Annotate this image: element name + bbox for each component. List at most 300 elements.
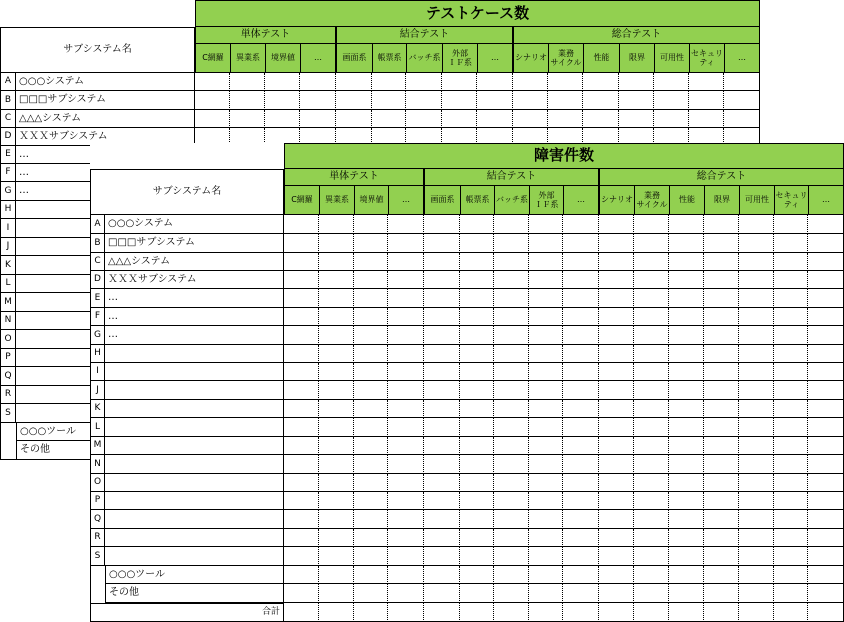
row-letter: J <box>0 238 16 256</box>
value-cell <box>354 584 388 603</box>
value-cell <box>319 271 354 289</box>
row-letter: B <box>90 234 105 253</box>
subsystem-name <box>105 529 284 547</box>
value-cell <box>460 363 494 381</box>
total-value-cell <box>284 603 319 622</box>
value-cell <box>494 492 529 510</box>
row-letter: K <box>90 400 105 418</box>
value-cell <box>195 73 230 91</box>
value-cell <box>460 234 494 253</box>
row-letter: H <box>0 201 16 219</box>
value-cell <box>460 289 494 308</box>
subsystem-name <box>105 455 284 474</box>
value-cell <box>774 363 808 381</box>
row-letter: D <box>90 271 105 289</box>
value-cell <box>336 73 372 91</box>
value-cell <box>599 492 634 510</box>
value-cell <box>739 215 774 234</box>
value-cell <box>654 110 689 128</box>
value-cell <box>354 308 388 326</box>
value-cell <box>284 584 319 603</box>
value-cell <box>808 584 844 603</box>
value-cell <box>599 455 634 474</box>
value-cell <box>284 566 319 584</box>
value-cell <box>284 253 319 271</box>
value-cell <box>599 234 634 253</box>
value-cell <box>808 234 844 253</box>
row-letter: R <box>0 386 16 404</box>
column-header: 限界 <box>619 44 654 73</box>
value-cell <box>529 363 563 381</box>
value-cell <box>808 326 844 345</box>
value-cell <box>599 437 634 455</box>
value-cell <box>494 363 529 381</box>
value-cell <box>424 584 460 603</box>
value-cell <box>388 474 424 492</box>
value-cell <box>494 308 529 326</box>
value-cell <box>460 381 494 400</box>
value-cell <box>424 363 460 381</box>
value-cell <box>529 271 563 289</box>
value-cell <box>808 437 844 455</box>
value-cell <box>704 510 739 529</box>
row-letter: E <box>0 146 16 164</box>
value-cell <box>599 566 634 584</box>
column-header: C網羅 <box>284 186 319 215</box>
value-cell <box>634 289 669 308</box>
value-cell <box>634 234 669 253</box>
total-value-cell <box>388 603 424 622</box>
value-cell <box>739 326 774 345</box>
value-cell <box>599 215 634 234</box>
row-letter: S <box>90 547 105 566</box>
value-cell <box>654 91 689 110</box>
value-cell <box>460 529 494 547</box>
group-header-1: 単体テスト <box>284 169 424 186</box>
value-cell <box>739 289 774 308</box>
value-cell <box>529 510 563 529</box>
subsystem-name <box>105 474 284 492</box>
value-cell <box>724 110 760 128</box>
value-cell <box>774 253 808 271</box>
value-cell <box>354 381 388 400</box>
value-cell <box>460 308 494 326</box>
value-cell <box>319 234 354 253</box>
subsystem-name: … <box>105 308 284 326</box>
column-header: 可用性 <box>739 186 774 215</box>
value-cell <box>513 91 548 110</box>
value-cell <box>319 363 354 381</box>
value-cell <box>669 234 704 253</box>
total-value-cell <box>599 603 634 622</box>
group-header-2: 結合テスト <box>336 27 513 44</box>
total-value-cell <box>634 603 669 622</box>
value-cell <box>494 215 529 234</box>
value-cell <box>354 566 388 584</box>
value-cell <box>494 326 529 345</box>
total-value-cell <box>774 603 808 622</box>
row-letter: I <box>90 363 105 381</box>
value-cell <box>529 345 563 363</box>
value-cell <box>774 289 808 308</box>
value-cell <box>230 110 265 128</box>
value-cell <box>372 73 406 91</box>
column-header: シナリオ <box>599 186 634 215</box>
value-cell <box>319 474 354 492</box>
value-cell <box>460 345 494 363</box>
value-cell <box>669 215 704 234</box>
value-cell <box>669 418 704 437</box>
value-cell <box>424 510 460 529</box>
value-cell <box>354 345 388 363</box>
value-cell <box>619 110 654 128</box>
subsystem-name: ○○○システム <box>105 215 284 234</box>
value-cell <box>548 91 583 110</box>
value-cell <box>669 271 704 289</box>
value-cell <box>599 418 634 437</box>
value-cell <box>563 253 599 271</box>
column-header: 帳票系 <box>372 44 406 73</box>
value-cell <box>808 345 844 363</box>
value-cell <box>704 326 739 345</box>
value-cell <box>774 215 808 234</box>
column-header: 境界値 <box>265 44 300 73</box>
value-cell <box>424 253 460 271</box>
value-cell <box>704 215 739 234</box>
value-cell <box>774 529 808 547</box>
subsystem-name <box>105 363 284 381</box>
value-cell <box>460 215 494 234</box>
column-header: … <box>563 186 599 215</box>
value-cell <box>808 418 844 437</box>
value-cell <box>634 363 669 381</box>
row-letter: L <box>90 418 105 437</box>
value-cell <box>319 308 354 326</box>
value-cell <box>669 455 704 474</box>
row-letter: R <box>90 529 105 547</box>
value-cell <box>774 510 808 529</box>
value-cell <box>563 363 599 381</box>
value-cell <box>774 455 808 474</box>
value-cell <box>583 110 619 128</box>
value-cell <box>388 455 424 474</box>
row-letter: C <box>0 110 16 128</box>
value-cell <box>195 110 230 128</box>
row-letter-blank <box>0 441 16 460</box>
subsystem-name: ＸＸＸサブシステム <box>105 271 284 289</box>
value-cell <box>388 271 424 289</box>
subsystem-name: その他 <box>105 584 284 603</box>
group-header-1: 単体テスト <box>195 27 336 44</box>
value-cell <box>319 400 354 418</box>
value-cell <box>739 234 774 253</box>
value-cell <box>774 271 808 289</box>
value-cell <box>336 110 372 128</box>
value-cell <box>704 584 739 603</box>
row-letter: N <box>90 455 105 474</box>
subsystem-name: … <box>105 326 284 345</box>
value-cell <box>424 418 460 437</box>
value-cell <box>739 547 774 566</box>
value-cell <box>513 110 548 128</box>
value-cell <box>494 437 529 455</box>
value-cell <box>739 529 774 547</box>
value-cell <box>669 289 704 308</box>
value-cell <box>774 345 808 363</box>
value-cell <box>548 73 583 91</box>
value-cell <box>354 271 388 289</box>
value-cell <box>354 326 388 345</box>
total-value-cell <box>529 603 563 622</box>
value-cell <box>354 289 388 308</box>
value-cell <box>529 326 563 345</box>
value-cell <box>739 566 774 584</box>
value-cell <box>300 110 336 128</box>
value-cell <box>388 418 424 437</box>
value-cell <box>739 584 774 603</box>
value-cell <box>319 418 354 437</box>
value-cell <box>739 474 774 492</box>
value-cell <box>634 308 669 326</box>
subsystem-name: △△△システム <box>105 253 284 271</box>
value-cell <box>388 566 424 584</box>
subsystem-name: … <box>16 182 195 201</box>
value-cell <box>634 215 669 234</box>
subsystem-name <box>105 381 284 400</box>
total-value-cell <box>424 603 460 622</box>
column-header: 限界 <box>704 186 739 215</box>
value-cell <box>563 289 599 308</box>
subsystem-name: ＸＸＸサブシステム <box>16 128 195 146</box>
value-cell <box>388 234 424 253</box>
sheet-title: 障害件数 <box>284 143 844 169</box>
value-cell <box>808 363 844 381</box>
value-cell <box>599 510 634 529</box>
row-letter-blank <box>90 566 105 584</box>
column-header: … <box>388 186 424 215</box>
subsystem-name <box>105 437 284 455</box>
value-cell <box>808 381 844 400</box>
subsystem-name <box>105 547 284 566</box>
value-cell <box>739 400 774 418</box>
value-cell <box>460 584 494 603</box>
total-value-cell <box>460 603 494 622</box>
value-cell <box>669 492 704 510</box>
value-cell <box>494 566 529 584</box>
value-cell <box>494 584 529 603</box>
value-cell <box>284 363 319 381</box>
value-cell <box>494 474 529 492</box>
value-cell <box>599 547 634 566</box>
value-cell <box>424 455 460 474</box>
value-cell <box>808 529 844 547</box>
column-header: 異業系 <box>230 44 265 73</box>
value-cell <box>563 345 599 363</box>
value-cell <box>460 566 494 584</box>
value-cell <box>599 326 634 345</box>
value-cell <box>529 437 563 455</box>
value-cell <box>808 510 844 529</box>
value-cell <box>284 289 319 308</box>
value-cell <box>529 215 563 234</box>
value-cell <box>319 547 354 566</box>
value-cell <box>494 547 529 566</box>
group-header-2: 結合テスト <box>424 169 599 186</box>
row-letter: Q <box>0 367 16 386</box>
value-cell <box>563 381 599 400</box>
value-cell <box>284 400 319 418</box>
value-cell <box>388 547 424 566</box>
value-cell <box>354 253 388 271</box>
value-cell <box>284 418 319 437</box>
value-cell <box>529 418 563 437</box>
total-label: 合計 <box>90 603 284 622</box>
value-cell <box>739 492 774 510</box>
value-cell <box>634 253 669 271</box>
value-cell <box>388 345 424 363</box>
value-cell <box>354 215 388 234</box>
value-cell <box>460 547 494 566</box>
value-cell <box>724 91 760 110</box>
value-cell <box>529 474 563 492</box>
value-cell <box>669 437 704 455</box>
column-header: 性能 <box>669 186 704 215</box>
value-cell <box>406 73 442 91</box>
value-cell <box>563 510 599 529</box>
subsystem-name <box>105 492 284 510</box>
defect-count-sheet <box>90 143 844 622</box>
value-cell <box>424 547 460 566</box>
value-cell <box>424 345 460 363</box>
value-cell <box>808 400 844 418</box>
value-cell <box>388 584 424 603</box>
value-cell <box>704 363 739 381</box>
subsystem-name: □□□サブシステム <box>105 234 284 253</box>
value-cell <box>230 73 265 91</box>
column-header: 外部 ＩＦ系 <box>529 186 563 215</box>
value-cell <box>704 566 739 584</box>
row-letter: D <box>0 128 16 146</box>
column-header: 性能 <box>583 44 619 73</box>
value-cell <box>634 566 669 584</box>
value-cell <box>460 474 494 492</box>
value-cell <box>808 455 844 474</box>
value-cell <box>563 308 599 326</box>
value-cell <box>704 271 739 289</box>
value-cell <box>388 510 424 529</box>
subsystem-name-header: サブシステム名 <box>90 169 284 215</box>
value-cell <box>388 326 424 345</box>
value-cell <box>654 73 689 91</box>
value-cell <box>460 253 494 271</box>
value-cell <box>494 455 529 474</box>
value-cell <box>704 308 739 326</box>
value-cell <box>739 363 774 381</box>
value-cell <box>739 437 774 455</box>
value-cell <box>774 308 808 326</box>
value-cell <box>319 345 354 363</box>
value-cell <box>619 73 654 91</box>
row-letter: N <box>0 312 16 330</box>
value-cell <box>739 308 774 326</box>
value-cell <box>300 91 336 110</box>
row-letter: F <box>0 164 16 182</box>
total-value-cell <box>808 603 844 622</box>
value-cell <box>494 271 529 289</box>
value-cell <box>774 474 808 492</box>
value-cell <box>563 400 599 418</box>
value-cell <box>477 73 513 91</box>
subsystem-name-header: サブシステム名 <box>0 27 195 73</box>
value-cell <box>669 400 704 418</box>
value-cell <box>704 345 739 363</box>
value-cell <box>704 289 739 308</box>
value-cell <box>704 253 739 271</box>
row-letter: Q <box>90 510 105 529</box>
value-cell <box>388 492 424 510</box>
subsystem-name: ○○○システム <box>16 73 195 91</box>
value-cell <box>704 474 739 492</box>
value-cell <box>583 73 619 91</box>
column-header: 画面系 <box>336 44 372 73</box>
column-header: 業務 サイクル <box>634 186 669 215</box>
value-cell <box>494 529 529 547</box>
value-cell <box>494 289 529 308</box>
total-value-cell <box>739 603 774 622</box>
value-cell <box>563 326 599 345</box>
row-letter: P <box>0 349 16 367</box>
total-value-cell <box>354 603 388 622</box>
value-cell <box>424 215 460 234</box>
value-cell <box>704 437 739 455</box>
row-letter: S <box>0 404 16 423</box>
value-cell <box>319 289 354 308</box>
value-cell <box>774 326 808 345</box>
value-cell <box>284 271 319 289</box>
value-cell <box>354 547 388 566</box>
column-header: 業務 サイクル <box>548 44 583 73</box>
value-cell <box>739 418 774 437</box>
value-cell <box>619 91 654 110</box>
column-header: 異業系 <box>319 186 354 215</box>
value-cell <box>599 308 634 326</box>
value-cell <box>808 492 844 510</box>
value-cell <box>284 326 319 345</box>
value-cell <box>494 253 529 271</box>
value-cell <box>704 547 739 566</box>
value-cell <box>563 234 599 253</box>
subsystem-name: △△△システム <box>16 110 195 128</box>
value-cell <box>529 253 563 271</box>
value-cell <box>319 381 354 400</box>
value-cell <box>529 566 563 584</box>
subsystem-name <box>105 345 284 363</box>
value-cell <box>529 584 563 603</box>
value-cell <box>774 584 808 603</box>
row-letter: K <box>0 256 16 275</box>
value-cell <box>704 234 739 253</box>
total-value-cell <box>494 603 529 622</box>
value-cell <box>406 91 442 110</box>
value-cell <box>563 547 599 566</box>
subsystem-name <box>105 418 284 437</box>
value-cell <box>319 566 354 584</box>
value-cell <box>704 400 739 418</box>
value-cell <box>599 253 634 271</box>
value-cell <box>774 492 808 510</box>
total-value-cell <box>563 603 599 622</box>
value-cell <box>424 308 460 326</box>
